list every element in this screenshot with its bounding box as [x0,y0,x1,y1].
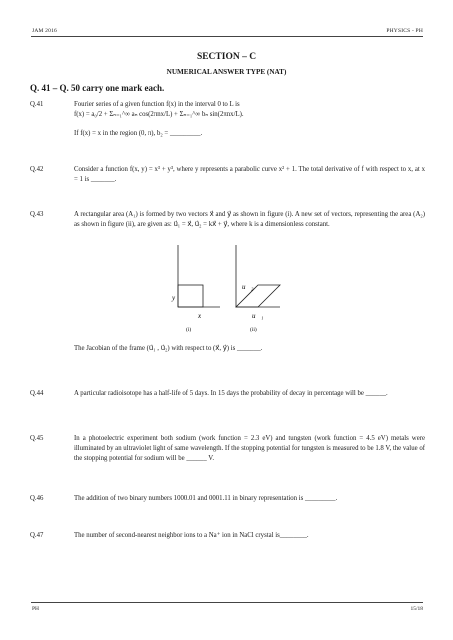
question-number: Q.42 [30,166,44,173]
question-line: Fourier series of a given function f(x) in the interval 0 to L is [74,101,240,108]
question-46 [30,494,425,506]
vector-x-label: x⃗ [198,312,207,320]
vector-u1-label: u⃗₁ [252,312,264,320]
question-number: Q.47 [30,532,44,539]
question-text: The addition of two binary numbers 1000.01 and 0001.11 in binary representation is _________. [74,495,338,502]
question-47 [30,531,425,543]
vector-area-figure [168,243,298,335]
caption-fig-i: (i) [186,327,192,333]
question-number: Q.43 [30,211,44,218]
question-number: Q.41 [30,101,44,108]
question-41 [30,100,425,148]
header-subject: PHYSICS - PH [386,28,423,34]
section-title: SECTION – C [196,52,257,62]
vector-u2-label: u⃗₂ [242,283,254,291]
question-range-heading: Q. 41 – Q. 50 carry one mark each. [30,83,165,93]
question-45 [30,434,425,476]
caption-fig-ii: (ii) [250,327,257,333]
question-43 [30,210,425,242]
question-number: Q.45 [30,435,44,442]
question-number: Q.46 [30,495,44,502]
question-text: The Jacobian of the frame (u⃗₁ , u⃗₂) with respect to (x⃗, y⃗) is _______. [74,345,263,352]
header-exam-name: JAM 2016 [32,28,57,34]
question-text: A particular radioisotope has a half-life of 5 days. In 15 days the probability of decay in percentage will be ______. [74,390,388,397]
question-text: In a photoelectric experiment both sodium (work function = 2.3 eV) and tungsten (work function = 4.5 eV) metals were illuminated by an ultraviolet light of same wavelength. If the stopping potential for tungsten is measured to be 1.8 V, the value of the stopping potential for sodium will be ______ V. [74,435,425,462]
rectangle-area-a1 [178,285,203,307]
question-text: Consider a function f(x, y) = x³ + y³, where y represents a parabolic curve x² + 1. The total derivative of f with respect to x, at x = 1 is _______. [74,166,425,183]
question-44 [30,389,425,411]
header-divider [31,36,423,37]
question-text: The number of second-nearest neighbor ions to a Na⁺ ion in NaCl crystal is________. [74,532,309,539]
vector-y-label: y⃗ [172,294,181,302]
question-text: A rectangular area (A₁) is formed by two vectors x⃗ and y⃗ as shown in figure (i). A new set of vectors, representing the area (A₂) as shown in figure (ii), are given as: u⃗₁ = x⃗, u⃗₂ = kx⃗ + y⃗, where k is a dimensionless constant. [74,211,425,228]
footer-paper-code: PH [32,606,40,612]
page-number: 15/18 [410,606,423,612]
question-number: Q.44 [30,390,44,397]
footer-divider [31,602,423,603]
question-43-jacobian [30,344,425,356]
fourier-series-formula: f(x) = a₀/2 + Σₙ₌₁^∞ aₙ cos(2πnx/L) + Σₙ₌₁^∞ bₙ sin(2πnx/L). [74,111,244,118]
question-body [74,100,425,139]
question-42 [30,165,425,187]
section-subtitle: NUMERICAL ANSWER TYPE (NAT) [166,68,287,76]
question-line: If f(x) = x in the region (0, π), b₂ = _________. [74,130,203,137]
